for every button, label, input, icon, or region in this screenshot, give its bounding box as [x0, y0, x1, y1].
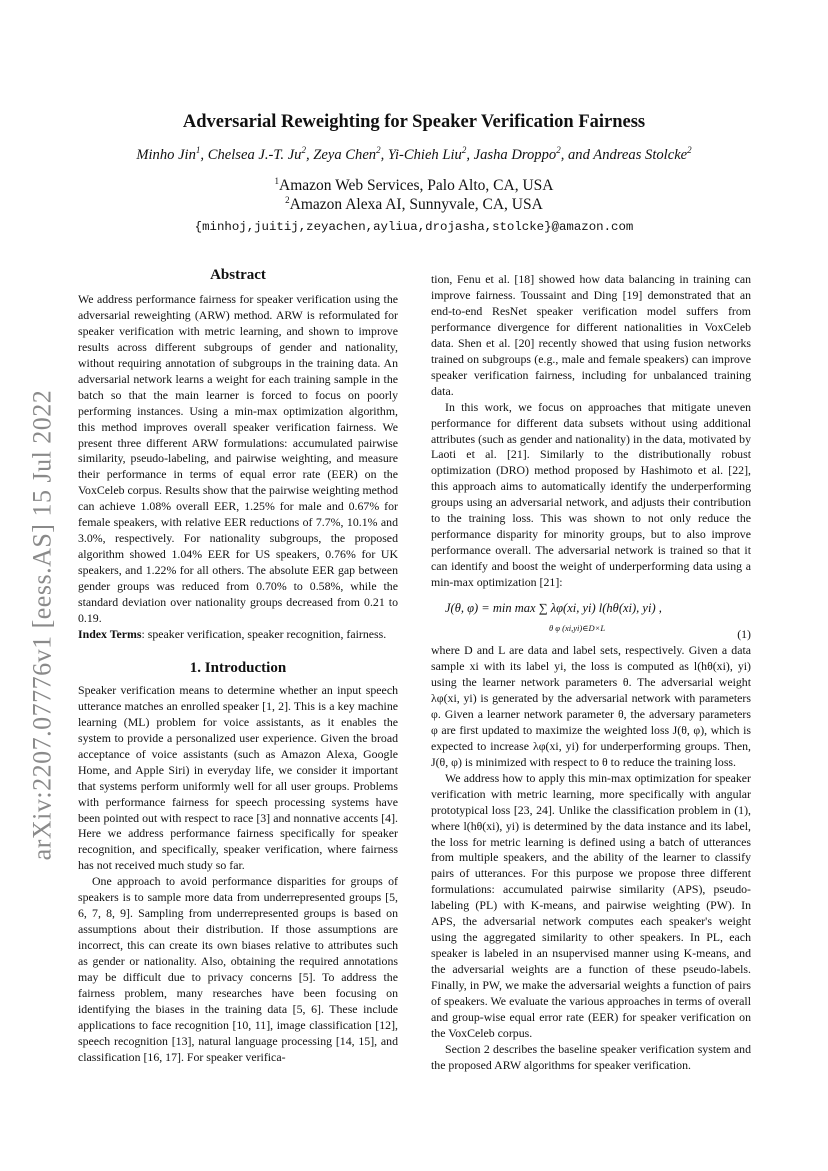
equation-subscript: θ φ (xi,yi)∈D×L — [549, 623, 606, 634]
arxiv-id-text: arXiv:2207.07776v1 [eess.AS] 15 Jul 2022 — [27, 389, 57, 861]
affiliation-text: Amazon Alexa AI, Sunnyvale, CA, USA — [289, 196, 543, 213]
author: , Jasha Droppo — [466, 147, 557, 163]
author-sup: 2 — [461, 145, 467, 156]
author-emails: {minhoj,juitij,zeyachen,ayliua,drojasha,stolcke}@amazon.com — [194, 220, 634, 234]
intro-paragraph-2: One approach to avoid performance disparities for groups of speakers is to sample more data from underrepresented groups [5, 6, 7, 8, 9]. Sampling from underrepresented groups is based on assumptions about their distribution. If those assumptions are incorrect, this can create its own biases relative to attributes such as gender or nationality. Also, obtaining the required annotations may be difficult due to privacy concerns [5]. To address the fairness problem, many researches have been focusing on identifying the biases in the training data [5, 6]. These include applications to face recognition [10, 11], image classification [12], speech recognition [13], natural language processing [14, 15], and classification [16, 17]. For speaker verifica- — [78, 874, 398, 1064]
author: , Chelsea J.-T. Ju — [200, 147, 302, 163]
equation-number: (1) — [737, 627, 751, 642]
author-sup: 2 — [687, 145, 692, 156]
affiliation-1 — [0, 176, 828, 195]
equation-1 — [431, 597, 751, 641]
affiliations — [0, 176, 828, 214]
paper-header — [0, 112, 828, 234]
affiliation-2 — [0, 195, 828, 214]
right-paragraph-3: where D and L are data and label sets, respectively. Given a data sample xi with its label yi, the loss is computed as l(hθ(xi), yi) using the learner network parameters θ. The adversarial weight λφ(xi, yi) is generated by the adversarial network with parameters φ. Given a learner network parameter θ, the adversary parameters φ are first updated to maximize the weighted loss J(θ, φ), which is expected to increase λφ(xi, yi) for underperforming groups. Then, J(θ, φ) is minimized with respect to θ to reduce the training loss. — [431, 643, 751, 769]
author-sup: 2 — [376, 145, 381, 156]
author-sup: 2 — [556, 145, 561, 156]
index-terms-label: Index Terms — [78, 626, 142, 641]
index-terms-text: : speaker verification, speaker recognition, fairness. — [141, 626, 387, 641]
right-paragraph-4: We address how to apply this min-max optimization for speaker verification with metric learning, more specifically with angular prototypical loss [23, 24]. Unlike the classification problem in (1), where l(hθ(xi), yi) is determined by the data instance and its label, the loss for metric learning is defined using a batch of utterances from multiple speakers, and the ability of the learner to classify pairs of utterances. For this purpose we propose three different formulations: accumulated pairwise similarity (APS), pseudo-labeling (PL) with K-means, and pairwise weighting (PW). In APS, the adversarial network computes each speaker's weight using the aggregated similarity to other speakers. In PL, each speaker is labeled in an nsupervised manner using K-means, and the adversarial weights are a function of these pseudo-labels. Finally, in PW, we make the adversarial weights a function of pairs of speakers. We evaluate the various approaches in terms of overall and group-wise equal error rate (EER) for speaker verification on the VoxCeleb corpus. — [431, 770, 751, 1040]
arxiv-identifier — [22, 365, 62, 885]
author-sup: 1 — [195, 145, 201, 156]
intro-paragraph-1: Speaker verification means to determine whether an input speech utterance matches an enrolled speaker [1, 2]. This is a key machine learning (ML) problem for voice assistants, as it enables the system to provide a personalized user experience. Given the broad acceptance of voice assistants (such as Amazon Alexa, Google Home, and Apple Siri) in everyday life, we consider it important that systems perform uniformly well for all user groups. Problems with performance fairness for speech processing systems have been pointed out with respect to race [3] and nonnative accents [4]. Here we address performance fairness specifically for speaker recognition, and specifically, speaker verification, where fairness has not received much study so far. — [78, 682, 398, 873]
author: , Zeya Chen — [305, 147, 377, 163]
author-sup: 2 — [301, 145, 306, 156]
equation-main: J(θ, φ) = min max ∑ λφ(xi, yi) l(hθ(xi), yi) , — [445, 601, 662, 616]
affiliation-sup: 2 — [285, 194, 290, 205]
right-paragraph-5: Section 2 describes the baseline speaker verification system and the proposed ARW algorithms for speaker verification. — [431, 1041, 751, 1072]
affiliation-text: Amazon Web Services, Palo Alto, CA, USA — [279, 177, 554, 194]
right-paragraph-1: tion, Fenu et al. [18] showed how data balancing in training can improve fairness. Toussaint and Ding [19] demonstrated that an end-to-end ResNet speaker verification model suffers from performance divergence for different nationalities in VoxCeleb data. Shen et al. [20] recently showed that using fusion networks trained on subgroups (e.g., male and female speakers) can improve speaker verification fairness, including for unbalanced training data. — [431, 272, 751, 398]
author-list — [0, 147, 828, 164]
introduction-heading: 1. Introduction — [189, 659, 287, 676]
index-terms — [78, 627, 398, 643]
left-column — [78, 268, 398, 1066]
abstract-heading: Abstract — [210, 267, 266, 283]
affiliation-sup: 1 — [274, 175, 280, 186]
abstract-text: We address performance fairness for speaker verification using the adversarial reweighting (ARW) method. ARW is reformulated for speaker verification with metric learning, and shown to improve results across different subgroups of gender and nationality, without requiring annotation of subgroups in the training data. An adversarial network learns a weight for each training sample in the batch so that the main learner is forced to focus on poorly performing instances. Using a min-max optimization algorithm, this method improves overall speaker verification fairness. We present three different ARW formulations: accumulated pairwise similarity, pseudo-labeling, and pairwise weighting, and measure their performance in terms of equal error rate (EER) on the VoxCeleb corpus. Results show that the pairwise weighting method can achieve 1.08% overall EER, 1.25% for male and 0.67% for female speakers, with relative EER reductions of 7.7%, 10.1% and 3.0%, respectively. For nationality subgroups, the proposed algorithm showed 1.04% EER for US speakers, 0.76% for UK speakers, and 1.22% for all others. The absolute EER gap between gender groups was reduced from 0.70% to 0.58%, while the standard deviation over nationality groups decreased from 0.21 to 0.19. — [78, 291, 398, 626]
right-column — [431, 272, 751, 1074]
author: , Yi-Chieh Liu — [380, 147, 462, 163]
right-paragraph-2: In this work, we focus on approaches that mitigate uneven performance for different data subsets without using additional attributes (such as gender and nationality) in the data, motivated by Laoti et al. [21]. Similarly to the distributionally robust optimization (DRO) method proposed by Hashimoto et al. [22], this approach aims to automatically identify the underperforming groups using an adversarial network, and adjusts their contribution to the training loss. This was shown to not only reduce the performance disparity for minority groups, but to also improve performance overall. The adversarial network is trained so that it can identify and boost the weight of underperforming data using a min-max optimization [21]: — [431, 399, 751, 590]
author: Minho Jin — [136, 147, 196, 163]
author: , and Andreas Stolcke — [560, 147, 688, 163]
paper-title: Adversarial Reweighting for Speaker Verification Fairness — [182, 112, 646, 132]
